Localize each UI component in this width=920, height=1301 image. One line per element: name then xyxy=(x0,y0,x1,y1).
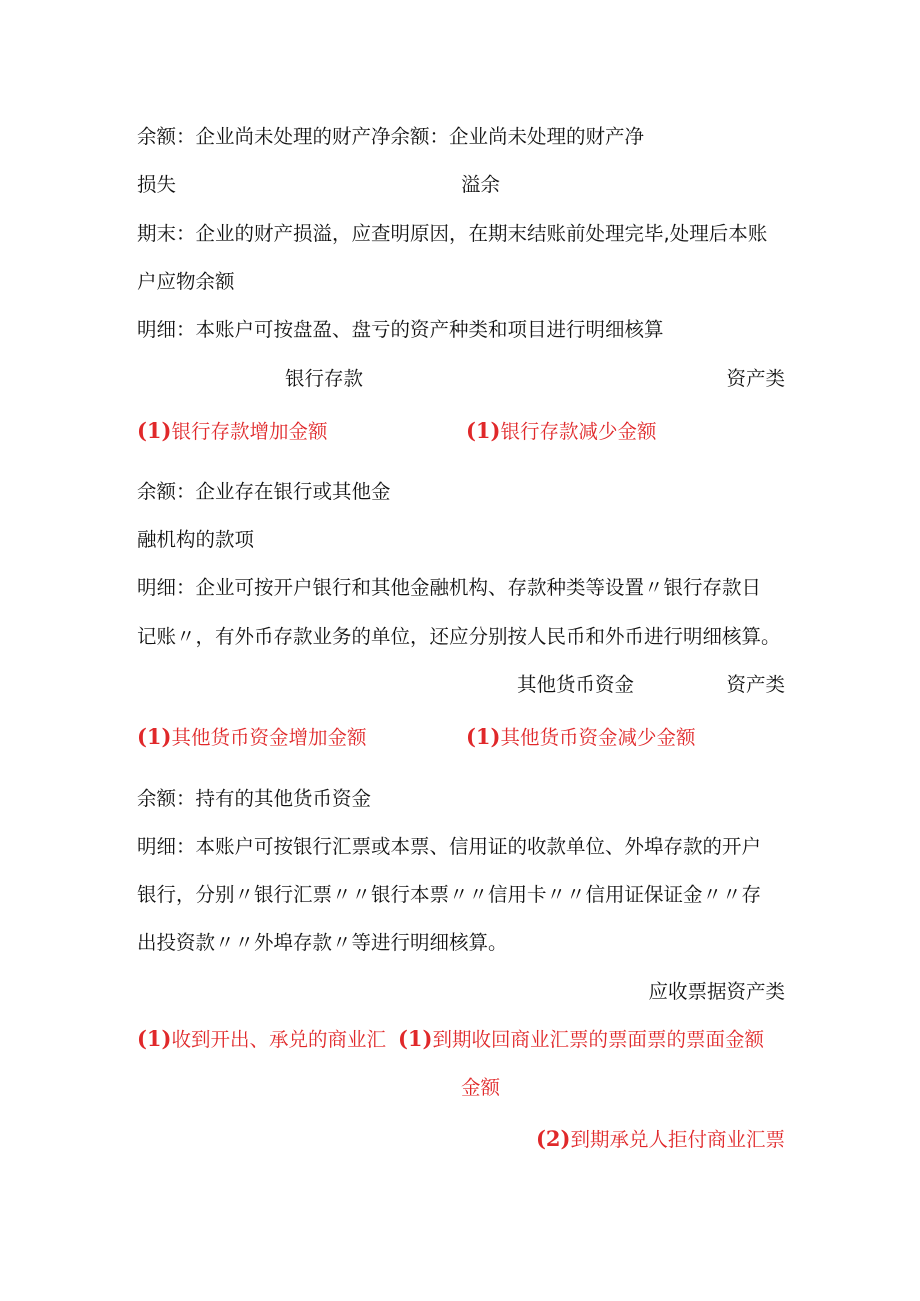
bank-credit-text: 银行存款减少金额 xyxy=(500,420,657,443)
notes-receivable-header: 应收票据资产类 xyxy=(648,980,785,1003)
bank-detail-line: 明细：企业可按开户银行和其他金融机构、存款种类等设置〃银行存款日 xyxy=(137,576,762,599)
bank-debit-text: 银行存款增加金额 xyxy=(171,420,328,443)
balance-line-loss-surplus: 余额：企业尚未处理的财产净余额：企业尚未处理的财产净 xyxy=(137,125,645,148)
notes-credit-number: (1) xyxy=(398,1026,433,1051)
other-funds-category: 资产类 xyxy=(726,673,785,696)
bank-debit-entry xyxy=(137,418,328,445)
bank-balance-line: 余额：企业存在银行或其他金 xyxy=(137,480,391,503)
bank-deposit-title: 银行存款 xyxy=(285,367,364,390)
other-detail-line: 明细：本账户可按银行汇票或本票、信用证的收款单位、外埠存款的开户 xyxy=(137,835,762,858)
notes-credit2-text: 到期承兑人拒付商业汇票 xyxy=(570,1128,785,1151)
other-debit-entry xyxy=(137,724,367,751)
notes-debit-number: (1) xyxy=(137,1026,172,1051)
other-funds-title: 其他货币资金 xyxy=(517,673,635,696)
other-detail-line-2: 银行，分别〃银行汇票〃〃银行本票〃〃信用卡〃〃信用证保证金〃〃存 xyxy=(137,883,762,906)
bank-debit-number: (1) xyxy=(137,418,172,443)
bank-deposit-category: 资产类 xyxy=(726,367,785,390)
bank-credit-number: (1) xyxy=(466,418,501,443)
notes-amount-cont: 金额 xyxy=(461,1076,501,1099)
loss-label: 损失 xyxy=(137,173,177,196)
notes-credit-entry-2 xyxy=(500,1126,785,1153)
notes-debit-text: 收到开出、承兑的商业汇 xyxy=(171,1028,386,1051)
notes-credit-text: 到期收回商业汇票的票面票的票面金额 xyxy=(432,1028,764,1051)
notes-credit-entry xyxy=(398,1026,764,1053)
notes-debit-entry xyxy=(137,1026,386,1053)
period-end-line: 期末：企业的财产损溢，应查明原因，在期末结账前处理完毕,处理后本账 xyxy=(137,222,768,245)
detail-line: 明细：本账户可按盘盈、盘亏的资产种类和项目进行明细核算 xyxy=(137,318,664,341)
notes-credit2-number: (2) xyxy=(536,1126,571,1151)
other-detail-line-3: 出投资款〃〃外埠存款〃等进行明细核算。 xyxy=(137,931,508,954)
other-credit-entry xyxy=(466,724,696,751)
other-credit-number: (1) xyxy=(466,724,501,749)
period-end-line-cont: 户应物余额 xyxy=(137,270,235,293)
other-debit-number: (1) xyxy=(137,724,172,749)
other-credit-text: 其他货币资金减少金额 xyxy=(500,726,696,749)
bank-balance-line-cont: 融机构的款项 xyxy=(137,528,255,551)
other-balance-line: 余额：持有的其他货币资金 xyxy=(137,787,372,810)
surplus-label: 溢余 xyxy=(461,173,501,196)
bank-credit-entry xyxy=(466,418,657,445)
other-debit-text: 其他货币资金增加金额 xyxy=(171,726,367,749)
bank-detail-line-cont: 记账〃，有外币存款业务的单位，还应分别按人民币和外币进行明细核算。 xyxy=(137,625,781,648)
